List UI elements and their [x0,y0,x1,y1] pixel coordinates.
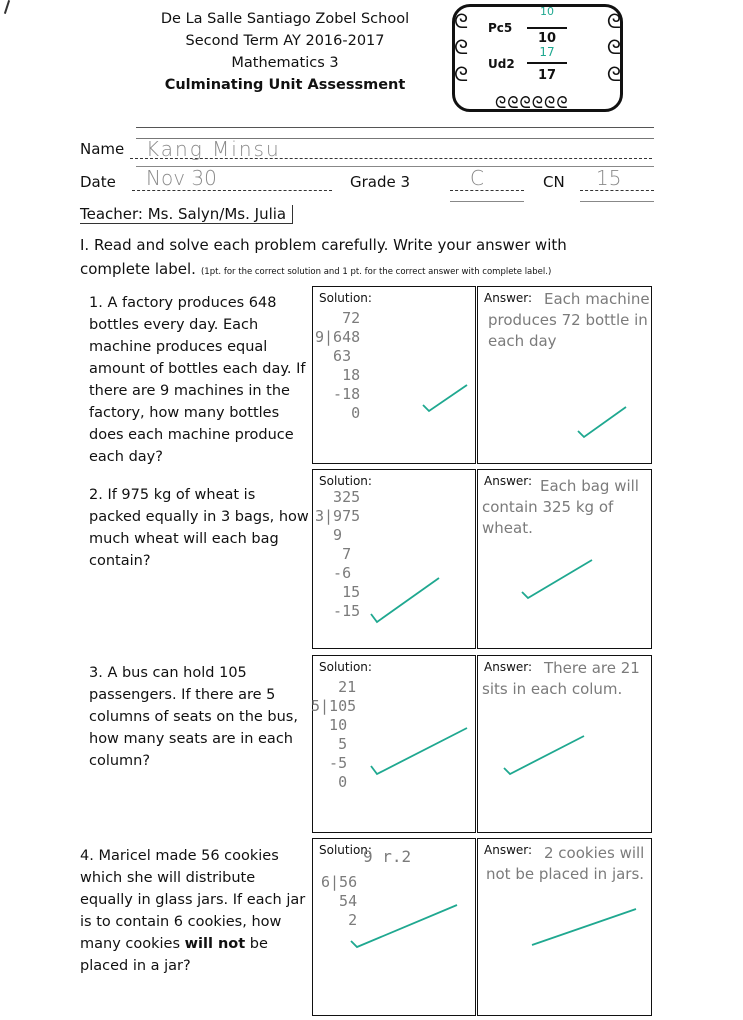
scoring-note: (1pt. for the correct solution and 1 pt. for the correct answer with complete label.) [200,267,552,277]
ornament-icon: ᘓᘓᘓᘓᘓᘓ [495,93,569,112]
work-line: -6 [315,564,352,582]
ornament-icon: ᘓ [606,62,621,86]
pc5-label: Pc5 [488,21,513,35]
answer-box-3 [477,655,652,833]
pc5-fraction-bar [527,27,567,29]
header-rule [136,127,654,128]
work-line: 72 [315,309,361,327]
problem-3-text: 3. A bus can hold 105 passengers. If there are 5 columns of seats on the bus, how many seats are in each column? [89,665,298,769]
assessment-title: Culminating Unit Assessment [164,77,406,93]
ud2-total: 17 [537,68,557,83]
school-name: De La Salle Santiago Zobel School [160,11,410,27]
work-line: 54 [321,892,358,910]
score-box [452,4,623,112]
solution-box-2 [312,469,476,649]
answer-label: Answer: [484,660,533,674]
cn-rule [580,201,654,202]
solution-label: Solution: [319,843,372,857]
section-value: C [470,166,484,190]
corner-mark [4,0,10,14]
work-line: 9|648 [315,328,361,346]
ud2-mark: 17 [539,45,555,59]
work-line: 15 [315,583,361,601]
checkmark-icon [421,383,469,413]
work-line: -18 [315,385,361,403]
work-line: 7 [315,545,352,563]
checkmark-icon [369,576,441,624]
work-line: 9 [315,526,343,544]
work-line: 0 [315,404,361,422]
pc5-mark: 10 [540,5,554,18]
answer-text-1: Each machine produces 72 bottle in each day [488,290,650,350]
checkmark-icon [502,732,586,776]
answer-text-4: 2 cookies will not be placed in jars. [486,844,645,883]
solution-work-1 [315,309,360,423]
problem-2-text: 2. If 975 kg of wheat is packed equally in 3 bags, how much wheat will each bag contain? [89,487,309,569]
problem-1-text: 1. A factory produces 648 bottles every day. Each machine produces equal amount of bottles each day. If there are 9 machines in the factory, how many bottles does each machine produce each day? [89,295,306,465]
solution-box-4 [312,838,476,1016]
work-line: 18 [315,366,361,384]
date-value: Nov 30 [146,166,217,190]
problem-4-text-end: be placed in a jar? [80,936,268,974]
cn-line [580,190,654,191]
solution-label: Solution: [319,660,372,674]
checkmark-icon [530,905,638,949]
ornament-icon: ᘓ [454,9,469,33]
name-label: Name [80,140,125,158]
term: Second Term AY 2016-2017 [185,33,385,49]
work-line: 10 [311,716,348,734]
ornament-icon: ᘓ [454,35,469,59]
work-line: 0 [311,773,348,791]
answer-box-1 [477,286,652,464]
section-rule [450,201,524,202]
school-header [130,8,440,96]
work-line: 21 [311,678,357,696]
work-line: 5 [311,735,348,753]
solution-work-2 [315,488,360,621]
problem-4-text [80,845,308,977]
cn-value: 15 [596,166,622,190]
work-line: 2 [321,911,358,929]
work-line: 63 [315,347,352,365]
answer-box-4 [477,838,652,1016]
grade-label: Grade 3 [350,173,411,191]
ud2-fraction-bar [527,62,567,64]
instructions-complete-label: complete label. [80,260,196,278]
instructions-line2 [80,259,700,278]
problem-4-text-start: 4. Maricel made 56 cookies which she will distribute equally in glass jars. If each jar is to contain 6 cookies, how many cookies [80,848,306,952]
checkmark-icon [349,901,459,949]
solution-label: Solution: [319,474,372,488]
work-line: -15 [315,602,361,620]
teacher-label: Teacher: Ms. Salyn/Ms. Julia [80,205,293,224]
section-line [450,190,524,191]
answer-text-2: Each bag will contain 325 kg of wheat. [482,477,639,537]
ud2-label: Ud2 [488,57,515,71]
cn-label: CN [543,173,565,191]
work-line: 6|56 [321,873,358,891]
pc5-total: 10 [537,31,557,46]
date-label: Date [80,173,116,191]
answer-label: Answer: [484,474,533,488]
work-line: 5|105 [311,697,357,715]
solution-box-3 [312,655,476,833]
checkmark-icon [520,556,594,600]
ornament-icon: ᘓ [606,9,621,33]
checkmark-icon [369,726,469,776]
checkmark-icon [576,405,628,439]
answer-label: Answer: [484,291,533,305]
work-line: 3|975 [315,507,361,525]
answer-label: Answer: [484,843,533,857]
work-line: -5 [311,754,348,772]
problem-4-emphasis: will not [184,936,246,952]
solution-box-1 [312,286,476,464]
instructions-line1: I. Read and solve each problem carefully. Write your answer with [80,236,567,254]
solution-remainder: 9 r.2 [363,847,412,866]
solution-work-3 [311,678,356,792]
ornament-icon: ᘓ [454,62,469,86]
name-value: Kang Minsu [146,137,281,161]
solution-label: Solution: [319,291,372,305]
answer-text-3: There are 21 sits in each colum. [482,659,640,698]
answer-box-2 [477,469,652,649]
work-line: 325 [315,488,361,506]
date-line [132,190,332,191]
ornament-icon: ᘓ [606,35,621,59]
subject: Mathematics 3 [231,55,339,71]
